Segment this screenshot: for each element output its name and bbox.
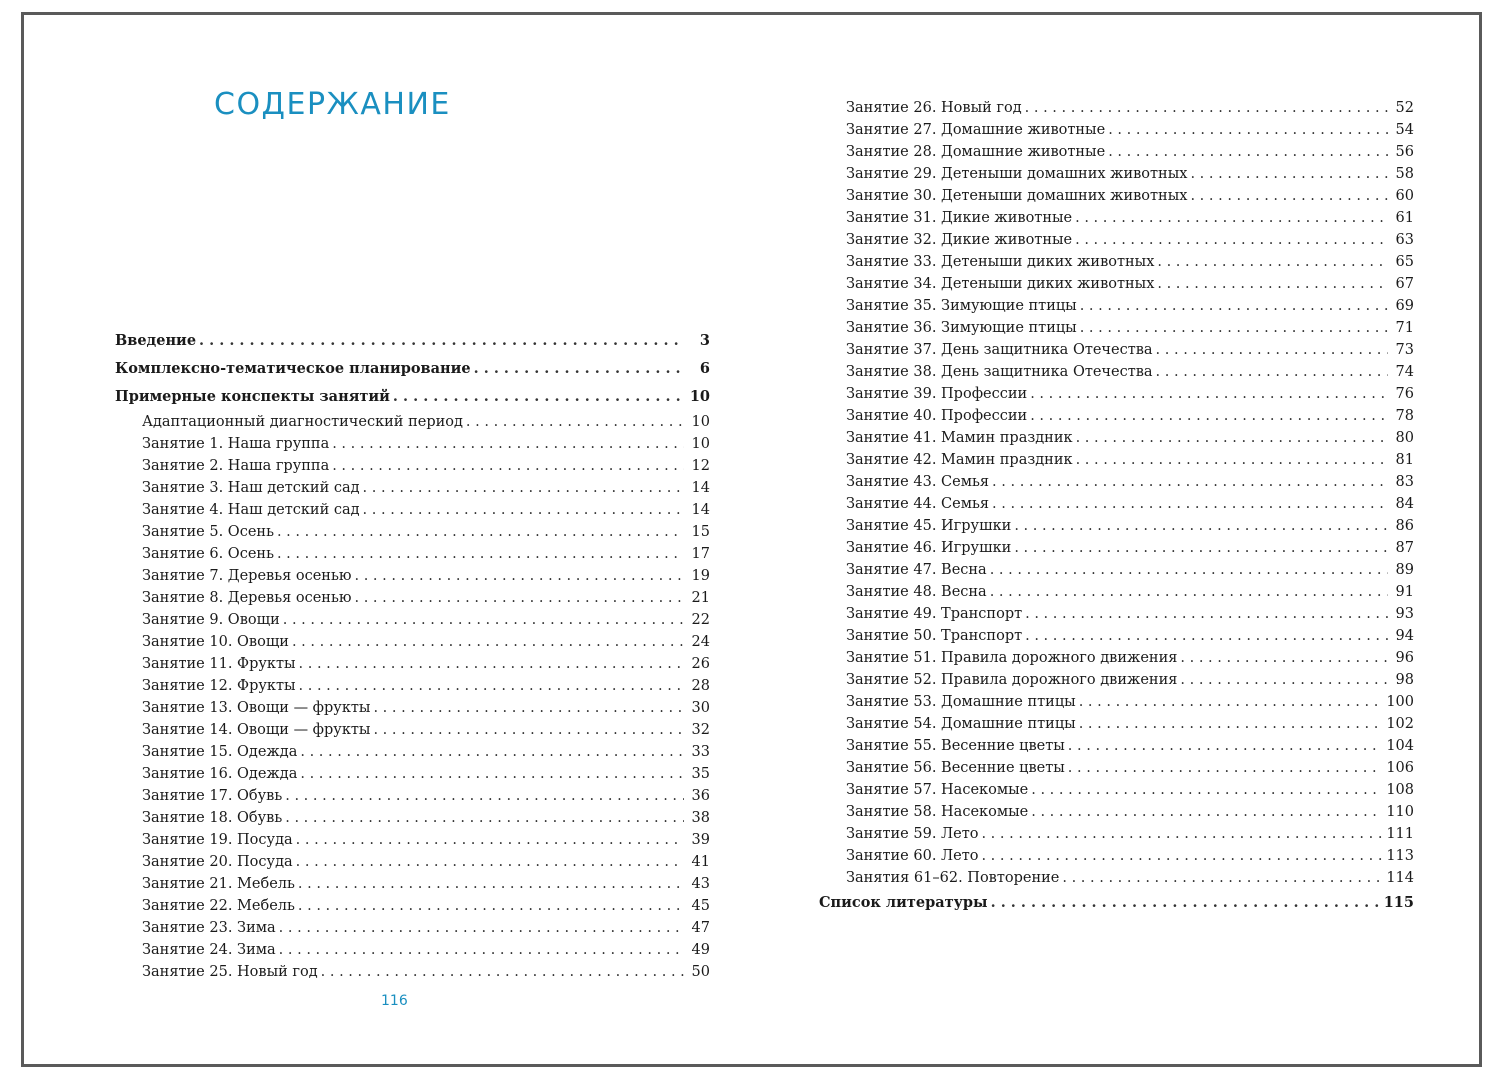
dot-leader — [1076, 449, 1388, 471]
toc-entry-page: 89 — [1395, 562, 1414, 578]
dot-leader — [1030, 383, 1388, 405]
dot-leader — [363, 499, 684, 521]
toc-entry-label: Введение — [115, 332, 197, 349]
dot-leader — [1062, 867, 1382, 889]
toc-entry-label: Занятие 26. Новый год — [846, 100, 1022, 116]
toc-entry-label: Занятие 8. Деревья осенью — [142, 590, 352, 606]
toc-entry-label: Занятие 37. День защитника Отечества — [846, 342, 1153, 358]
toc-entry[interactable] — [819, 361, 1414, 383]
toc-entry-label: Занятие 38. День защитника Отечества — [846, 364, 1153, 380]
toc-entry-page: 60 — [1395, 188, 1414, 204]
dot-leader — [1014, 537, 1388, 559]
toc-entry[interactable] — [819, 427, 1414, 449]
toc-entry[interactable] — [819, 691, 1414, 713]
toc-entry-page: 65 — [1395, 254, 1414, 270]
toc-entry-page: 30 — [691, 700, 710, 716]
toc-entry-label: Занятие 44. Семья — [846, 496, 990, 512]
toc-entry[interactable] — [115, 609, 710, 631]
toc-entry-label: Занятие 49. Транспорт — [846, 606, 1023, 622]
toc-entry[interactable] — [115, 675, 710, 697]
toc-entry-label: Занятие 27. Домашние животные — [846, 122, 1106, 138]
toc-entry-label: Занятие 7. Деревья осенью — [142, 568, 352, 584]
dot-leader — [1080, 295, 1388, 317]
toc-entry-page: 3 — [699, 332, 710, 349]
dot-leader — [1025, 603, 1388, 625]
toc-entry-page: 110 — [1386, 804, 1414, 820]
toc-entry-page: 73 — [1395, 342, 1414, 358]
dot-leader — [283, 609, 684, 631]
dot-leader — [285, 807, 684, 829]
dot-leader — [1075, 229, 1388, 251]
dot-leader — [992, 493, 1388, 515]
toc-entry-page: 63 — [1395, 232, 1414, 248]
toc-entry-label: Занятие 57. Насекомые — [846, 782, 1029, 798]
toc-entry-page: 54 — [1395, 122, 1414, 138]
toc-entry-page: 102 — [1386, 716, 1414, 732]
toc-entry-page: 111 — [1386, 826, 1414, 842]
dot-leader — [300, 741, 684, 763]
toc-entry-label: Занятие 13. Овощи — фрукты — [142, 700, 371, 716]
toc-entry-page: 22 — [691, 612, 710, 628]
dot-leader — [300, 763, 684, 785]
dot-leader — [279, 917, 684, 939]
toc-entry-label: Занятие 58. Насекомые — [846, 804, 1029, 820]
dot-leader — [277, 521, 684, 543]
dot-leader — [393, 383, 684, 411]
toc-entry-page: 50 — [691, 964, 710, 980]
toc-entry-label: Занятие 22. Мебель — [142, 898, 295, 914]
toc-entry-page: 61 — [1395, 210, 1414, 226]
dot-leader — [354, 587, 684, 609]
toc-entry-label: Занятие 50. Транспорт — [846, 628, 1023, 644]
toc-entry-page: 12 — [691, 458, 710, 474]
dot-leader — [1014, 515, 1388, 537]
toc-entry-page: 106 — [1386, 760, 1414, 776]
toc-entry[interactable] — [819, 339, 1414, 361]
toc-entry[interactable] — [819, 867, 1414, 889]
toc-entry[interactable] — [819, 515, 1414, 537]
toc-entry-label: Занятие 32. Дикие животные — [846, 232, 1073, 248]
toc-entry-label: Занятие 60. Лето — [846, 848, 979, 864]
toc-entry-label: Занятие 51. Правила дорожного движения — [846, 650, 1178, 666]
toc-entry-page: 15 — [691, 524, 710, 540]
dot-leader — [1076, 427, 1388, 449]
dot-leader — [298, 873, 684, 895]
toc-entry[interactable] — [115, 895, 710, 917]
toc-entry-label: Занятие 36. Зимующие птицы — [846, 320, 1077, 336]
dot-leader — [1075, 207, 1388, 229]
toc-entry[interactable] — [819, 119, 1414, 141]
toc-entry[interactable] — [819, 559, 1414, 581]
toc-entry-page: 6 — [699, 360, 710, 377]
toc-entry-label: Занятие 39. Профессии — [846, 386, 1028, 402]
toc-entry[interactable] — [819, 405, 1414, 427]
dot-leader — [1180, 669, 1388, 691]
toc-entry[interactable] — [115, 807, 710, 829]
toc-entry-page: 47 — [691, 920, 710, 936]
toc-entry-page: 80 — [1395, 430, 1414, 446]
dot-leader — [990, 581, 1388, 603]
dot-leader — [373, 697, 684, 719]
dot-leader — [332, 433, 684, 455]
toc-entry[interactable] — [115, 565, 710, 587]
dot-leader — [296, 851, 684, 873]
toc-entry[interactable] — [819, 383, 1414, 405]
toc-right-column — [819, 97, 1414, 917]
toc-entry-label: Комплексно-тематическое планирование — [115, 360, 471, 377]
toc-entry[interactable] — [115, 785, 710, 807]
toc-entry-page: 113 — [1386, 848, 1414, 864]
toc-entry[interactable] — [115, 327, 710, 355]
dot-leader — [373, 719, 684, 741]
dot-leader — [1079, 691, 1383, 713]
toc-entry-page: 10 — [691, 414, 710, 430]
toc-entry-label: Занятие 31. Дикие животные — [846, 210, 1073, 226]
toc-entry-page: 39 — [691, 832, 710, 848]
toc-entry[interactable] — [819, 471, 1414, 493]
dot-leader — [466, 411, 684, 433]
page-title: СОДЕРЖАНИЕ — [214, 87, 451, 122]
toc-entry-label: Занятие 48. Весна — [846, 584, 987, 600]
toc-entry-label: Занятие 1. Наша группа — [142, 436, 330, 452]
toc-entry-label: Занятие 54. Домашние птицы — [846, 716, 1076, 732]
dot-leader — [981, 823, 1382, 845]
toc-entry[interactable] — [115, 939, 710, 961]
dot-leader — [296, 829, 684, 851]
book-spread — [21, 12, 1482, 1067]
toc-entry[interactable] — [819, 229, 1414, 251]
toc-entry[interactable] — [115, 719, 710, 741]
dot-leader — [992, 471, 1388, 493]
toc-entry-page: 45 — [691, 898, 710, 914]
toc-entry-page: 84 — [1395, 496, 1414, 512]
toc-entry-page: 115 — [1383, 894, 1414, 911]
toc-entry-label: Примерные конспекты занятий — [115, 388, 390, 405]
toc-entry[interactable] — [115, 543, 710, 565]
toc-entry-label: Занятие 2. Наша группа — [142, 458, 330, 474]
toc-entry-page: 114 — [1386, 870, 1414, 886]
toc-entry[interactable] — [115, 499, 710, 521]
toc-entry[interactable] — [819, 757, 1414, 779]
toc-entry-page: 17 — [691, 546, 710, 562]
toc-entry-label: Занятие 46. Игрушки — [846, 540, 1012, 556]
dot-leader — [332, 455, 684, 477]
toc-entry[interactable] — [819, 537, 1414, 559]
dot-leader — [292, 631, 684, 653]
toc-entry-label: Занятие 42. Мамин праздник — [846, 452, 1073, 468]
toc-entry-label: Список литературы — [819, 894, 988, 911]
toc-entry-label: Занятие 10. Овощи — [142, 634, 289, 650]
dot-leader — [474, 355, 684, 383]
toc-entry[interactable] — [819, 713, 1414, 735]
toc-entry-page: 86 — [1395, 518, 1414, 534]
dot-leader — [1031, 779, 1382, 801]
toc-entry-label: Занятие 4. Наш детский сад — [142, 502, 360, 518]
toc-entry-label: Занятие 34. Детеныши диких животных — [846, 276, 1155, 292]
dot-leader — [1190, 185, 1388, 207]
toc-entry-page: 21 — [691, 590, 710, 606]
toc-entry-page: 83 — [1395, 474, 1414, 490]
toc-entry-label: Занятие 33. Детеныши диких животных — [846, 254, 1155, 270]
toc-entry-label: Занятие 30. Детеныши домашних животных — [846, 188, 1188, 204]
toc-entry-page: 67 — [1395, 276, 1414, 292]
toc-entry-page: 81 — [1395, 452, 1414, 468]
toc-entry-page: 58 — [1395, 166, 1414, 182]
toc-entry-page: 76 — [1395, 386, 1414, 402]
toc-entry-page: 26 — [691, 656, 710, 672]
toc-entry-label: Занятие 55. Весенние цветы — [846, 738, 1065, 754]
toc-entry-label: Занятие 16. Одежда — [142, 766, 298, 782]
dot-leader — [990, 559, 1388, 581]
dot-leader — [354, 565, 684, 587]
toc-entry[interactable] — [115, 697, 710, 719]
toc-entry[interactable] — [819, 779, 1414, 801]
toc-entry-label: Занятие 14. Овощи — фрукты — [142, 722, 371, 738]
toc-entry[interactable] — [819, 603, 1414, 625]
toc-entry[interactable] — [819, 295, 1414, 317]
toc-entry-label: Занятие 52. Правила дорожного движения — [846, 672, 1178, 688]
toc-entry[interactable] — [819, 273, 1414, 295]
toc-entry-page: 78 — [1395, 408, 1414, 424]
dot-leader — [981, 845, 1382, 867]
toc-entry[interactable] — [819, 647, 1414, 669]
toc-entry[interactable] — [819, 823, 1414, 845]
dot-leader — [298, 895, 684, 917]
toc-entry-page: 69 — [1395, 298, 1414, 314]
toc-entry-page: 98 — [1395, 672, 1414, 688]
toc-entry[interactable] — [115, 477, 710, 499]
dot-leader — [1080, 317, 1388, 339]
toc-entry[interactable] — [115, 411, 710, 433]
toc-entry[interactable] — [115, 521, 710, 543]
dot-leader — [199, 327, 684, 355]
dot-leader — [279, 939, 684, 961]
dot-leader — [991, 889, 1380, 917]
toc-entry-page: 41 — [691, 854, 710, 870]
toc-entry-page: 93 — [1395, 606, 1414, 622]
dot-leader — [299, 675, 684, 697]
toc-entry-label: Занятие 40. Профессии — [846, 408, 1028, 424]
toc-entry[interactable] — [115, 631, 710, 653]
toc-entry-page: 71 — [1395, 320, 1414, 336]
toc-entry-page: 74 — [1395, 364, 1414, 380]
toc-entry[interactable] — [819, 889, 1414, 917]
toc-entry-page: 14 — [691, 502, 710, 518]
toc-entry-label: Занятие 12. Фрукты — [142, 678, 296, 694]
toc-entry-label: Занятие 28. Домашние животные — [846, 144, 1106, 160]
toc-entry-label: Занятие 3. Наш детский сад — [142, 480, 360, 496]
toc-entry-label: Занятие 24. Зима — [142, 942, 276, 958]
toc-entry[interactable] — [115, 917, 710, 939]
toc-entry[interactable] — [819, 625, 1414, 647]
toc-entry[interactable] — [819, 845, 1414, 867]
dot-leader — [1031, 801, 1382, 823]
toc-entry[interactable] — [819, 317, 1414, 339]
toc-entry[interactable] — [115, 873, 710, 895]
dot-leader — [1180, 647, 1388, 669]
dot-leader — [1156, 339, 1388, 361]
toc-entry-page: 32 — [691, 722, 710, 738]
toc-entry-label: Занятие 45. Игрушки — [846, 518, 1012, 534]
toc-entry-label: Занятие 43. Семья — [846, 474, 990, 490]
dot-leader — [1157, 273, 1388, 295]
dot-leader — [1030, 405, 1388, 427]
toc-entry[interactable] — [115, 355, 710, 383]
toc-entry[interactable] — [115, 763, 710, 785]
toc-entry-label: Занятие 21. Мебель — [142, 876, 295, 892]
toc-entry-label: Занятие 5. Осень — [142, 524, 274, 540]
toc-entry-label: Занятие 17. Обувь — [142, 788, 283, 804]
toc-entry-page: 100 — [1386, 694, 1414, 710]
toc-entry-label: Адаптационный диагностический период — [142, 414, 463, 430]
toc-entry-label: Занятие 41. Мамин праздник — [846, 430, 1073, 446]
toc-entry-page: 10 — [691, 436, 710, 452]
toc-entry[interactable] — [819, 207, 1414, 229]
toc-entry[interactable] — [819, 185, 1414, 207]
page-number: 116 — [381, 993, 408, 1009]
dot-leader — [1157, 251, 1388, 273]
toc-entry[interactable] — [115, 829, 710, 851]
toc-entry-label: Занятия 61–62. Повторение — [846, 870, 1060, 886]
dot-leader — [321, 961, 684, 983]
toc-entry-page: 94 — [1395, 628, 1414, 644]
toc-entry-page: 87 — [1395, 540, 1414, 556]
toc-entry[interactable] — [819, 801, 1414, 823]
toc-entry-page: 108 — [1386, 782, 1414, 798]
toc-entry[interactable] — [819, 581, 1414, 603]
toc-entry-page: 43 — [691, 876, 710, 892]
toc-entry-page: 19 — [691, 568, 710, 584]
toc-entry-label: Занятие 35. Зимующие птицы — [846, 298, 1077, 314]
dot-leader — [1156, 361, 1388, 383]
dot-leader — [277, 543, 684, 565]
toc-entry-label: Занятие 6. Осень — [142, 546, 274, 562]
toc-entry-page: 49 — [691, 942, 710, 958]
dot-leader — [1079, 713, 1383, 735]
dot-leader — [1025, 97, 1388, 119]
dot-leader — [1068, 757, 1383, 779]
toc-entry-label: Занятие 59. Лето — [846, 826, 979, 842]
toc-entry-page: 56 — [1395, 144, 1414, 160]
toc-entry-label: Занятие 20. Посуда — [142, 854, 293, 870]
toc-entry-page: 104 — [1386, 738, 1414, 754]
dot-leader — [1068, 735, 1383, 757]
toc-entry-page: 14 — [691, 480, 710, 496]
toc-entry[interactable] — [819, 251, 1414, 273]
toc-entry[interactable] — [115, 383, 710, 411]
toc-entry-label: Занятие 19. Посуда — [142, 832, 293, 848]
dot-leader — [299, 653, 684, 675]
dot-leader — [285, 785, 684, 807]
toc-entry-page: 28 — [691, 678, 710, 694]
toc-entry[interactable] — [819, 163, 1414, 185]
toc-entry[interactable] — [819, 493, 1414, 515]
toc-entry[interactable] — [115, 851, 710, 873]
toc-entry[interactable] — [115, 433, 710, 455]
toc-entry[interactable] — [819, 735, 1414, 757]
toc-entry-page: 35 — [691, 766, 710, 782]
toc-entry-page: 33 — [691, 744, 710, 760]
toc-entry[interactable] — [115, 741, 710, 763]
toc-entry-page: 52 — [1395, 100, 1414, 116]
toc-left-column — [115, 327, 710, 983]
toc-entry-label: Занятие 18. Обувь — [142, 810, 283, 826]
toc-entry-label: Занятие 23. Зима — [142, 920, 276, 936]
toc-entry-label: Занятие 29. Детеныши домашних животных — [846, 166, 1188, 182]
toc-entry-page: 24 — [691, 634, 710, 650]
toc-entry-label: Занятие 9. Овощи — [142, 612, 280, 628]
toc-entry[interactable] — [819, 669, 1414, 691]
toc-entry[interactable] — [115, 587, 710, 609]
toc-entry[interactable] — [115, 653, 710, 675]
toc-entry-page: 96 — [1395, 650, 1414, 666]
toc-entry-page: 36 — [691, 788, 710, 804]
toc-entry-page: 10 — [689, 388, 710, 405]
toc-entry-label: Занятие 25. Новый год — [142, 964, 318, 980]
dot-leader — [1108, 141, 1388, 163]
toc-entry-label: Занятие 47. Весна — [846, 562, 987, 578]
toc-entry[interactable] — [115, 455, 710, 477]
dot-leader — [1025, 625, 1388, 647]
toc-entry-page: 91 — [1395, 584, 1414, 600]
toc-entry-label: Занятие 53. Домашние птицы — [846, 694, 1076, 710]
toc-entry-label: Занятие 56. Весенние цветы — [846, 760, 1065, 776]
toc-entry[interactable] — [819, 141, 1414, 163]
dot-leader — [1190, 163, 1388, 185]
toc-entry-label: Занятие 15. Одежда — [142, 744, 298, 760]
toc-entry[interactable] — [115, 961, 710, 983]
toc-entry-page: 38 — [691, 810, 710, 826]
dot-leader — [363, 477, 684, 499]
toc-entry[interactable] — [819, 449, 1414, 471]
dot-leader — [1108, 119, 1388, 141]
toc-entry-label: Занятие 11. Фрукты — [142, 656, 296, 672]
toc-entry[interactable] — [819, 97, 1414, 119]
